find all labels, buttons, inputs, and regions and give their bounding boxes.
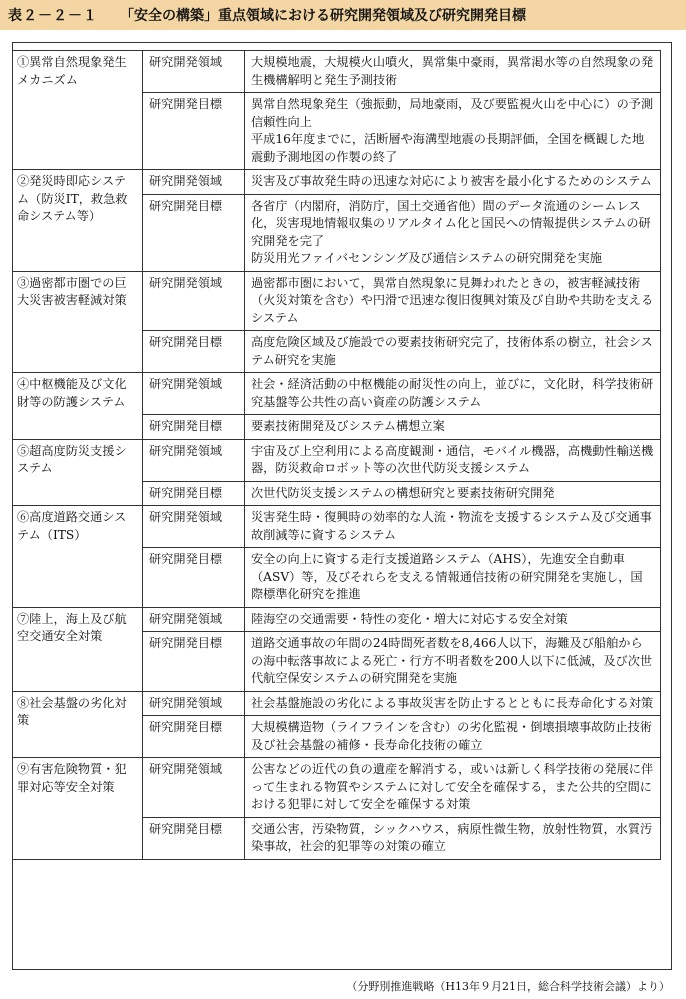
- table-row: [13, 373, 661, 415]
- area-cell: ⑦陸上，海上及び航空交通安全対策: [13, 607, 143, 691]
- field-label: 研究開発領域: [143, 373, 245, 415]
- field-text: 災害及び事故発生時の迅速な対応により被害を最小化するためのシステム: [245, 170, 661, 195]
- area-cell: ⑥高度道路交通システム（ITS）: [13, 506, 143, 608]
- goal-text: 道路交通事故の年間の24時間死者数を8,466人以下，海難及び船舶からの海中転落事故による死亡・行方不明者数を200人以下に低減，及び次世代航空保安システムの研究開発を実施: [245, 632, 661, 692]
- table-row: [13, 506, 661, 548]
- table-row: [13, 271, 661, 331]
- field-label: 研究開発領域: [143, 607, 245, 632]
- goal-label: 研究開発目標: [143, 194, 245, 271]
- goal-label: 研究開発目標: [143, 481, 245, 506]
- table-body: [13, 51, 661, 860]
- goal-label: 研究開発目標: [143, 331, 245, 373]
- goal-label: 研究開発目標: [143, 632, 245, 692]
- goal-text: 異常自然現象発生（強振動，局地豪雨，及び要監視火山を中心に）の予測信頼性向上 平成16年度までに，活断層や海溝型地震の長期評価，全国を概観した地震動予測地図の作製の終了: [245, 93, 661, 170]
- field-label: 研究開発領域: [143, 758, 245, 818]
- goal-label: 研究開発目標: [143, 548, 245, 608]
- goal-text: 要素技術開発及びシステム構想立案: [245, 415, 661, 440]
- table-row: [13, 439, 661, 481]
- field-text: 社会基盤施設の劣化による事故災害を防止するとともに長寿命化する対策: [245, 691, 661, 716]
- area-cell: ⑧社会基盤の劣化対策: [13, 691, 143, 758]
- source-note: （分野別推進戦略（H13年９月21日，総合科学技術会議）より）: [346, 980, 670, 993]
- field-text: 災害発生時・復興時の効率的な人流・物流を支援するシステム及び交通事故削減等に資するシステム: [245, 506, 661, 548]
- field-label: 研究開発領域: [143, 170, 245, 195]
- research-table: [12, 50, 661, 860]
- field-label: 研究開発領域: [143, 51, 245, 93]
- goal-text: 各省庁（内閣府，消防庁，国土交通省他）間のデータ流通のシームレス化，災害現地情報収集のリアルタイム化と国民への情報提供システムの研究開発を完了 防災用光ファイバセンシング及び通信システムの研究開発を実施: [245, 194, 661, 271]
- field-text: 公害などの近代の負の遺産を解消する，或いは新しく科学技術の発展に伴って生まれる物質やシステムに対して安全を確保する，また公共的空間における犯罪に対して安全を確保する対策: [245, 758, 661, 818]
- goal-label: 研究開発目標: [143, 415, 245, 440]
- table-row: [13, 170, 661, 195]
- field-text: 過密都市圏において，異常自然現象に見舞われたときの，被害軽減技術（火災対策を含む）や円滑で迅速な復旧復興対策及び自助や共助を支えるシステム: [245, 271, 661, 331]
- field-label: 研究開発領域: [143, 439, 245, 481]
- area-cell: ②発災時即応システム（防災IT，救急救命システム等）: [13, 170, 143, 272]
- field-label: 研究開発領域: [143, 271, 245, 331]
- field-text: 大規模地震，大規模火山噴火，異常集中豪雨，異常渇水等の自然現象の発生機構解明と発生予測技術: [245, 51, 661, 93]
- goal-text: 次世代防災支援システムの構想研究と要素技術研究開発: [245, 481, 661, 506]
- table-row: [13, 51, 661, 93]
- area-cell: ⑤超高度防災支援システム: [13, 439, 143, 506]
- area-cell: ⑨有害危険物質・犯罪対応等安全対策: [13, 758, 143, 860]
- field-label: 研究開発領域: [143, 691, 245, 716]
- table-number: 表２－２－１: [8, 8, 98, 24]
- goal-text: 交通公害，汚染物質，シックハウス，病原性微生物，放射性物質，水質汚染事故，社会的犯罪等の対策の確立: [245, 817, 661, 859]
- field-text: 宇宙及び上空利用による高度観測・通信，モバイル機器，高機動性輸送機器，防災救命ロボット等の次世代防災支援システム: [245, 439, 661, 481]
- goal-text: 大規模構造物（ライフラインを含む）の劣化監視・倒壊損壊事故防止技術及び社会基盤の補修・長寿命化技術の確立: [245, 716, 661, 758]
- field-text: 社会・経済活動の中枢機能の耐災性の向上，並びに，文化財，科学技術研究基盤等公共性の高い資産の防護システム: [245, 373, 661, 415]
- goal-text: 高度危険区域及び施設での要素技術研究完了，技術体系の樹立，社会システム研究を実施: [245, 331, 661, 373]
- area-cell: ①異常自然現象発生メカニズム: [13, 51, 143, 170]
- goal-label: 研究開発目標: [143, 93, 245, 170]
- table-row: [13, 607, 661, 632]
- goal-label: 研究開発目標: [143, 817, 245, 859]
- field-text: 陸海空の交通需要・特性の変化・増大に対応する安全対策: [245, 607, 661, 632]
- goal-text: 安全の向上に資する走行支援道路システム（AHS），先進安全自動車（ASV）等，及びそれらを支える情報通信技術の研究開発を実施し，国際標準化研究を推進: [245, 548, 661, 608]
- area-cell: ③過密都市圏での巨大災害被害軽減対策: [13, 271, 143, 373]
- title-bar: [0, 0, 686, 30]
- table-row: [13, 691, 661, 716]
- table-title: 「安全の構築」重点領域における研究開発領域及び研究開発目標: [120, 8, 526, 24]
- field-label: 研究開発領域: [143, 506, 245, 548]
- area-cell: ④中枢機能及び文化財等の防護システム: [13, 373, 143, 440]
- goal-label: 研究開発目標: [143, 716, 245, 758]
- table-row: [13, 758, 661, 818]
